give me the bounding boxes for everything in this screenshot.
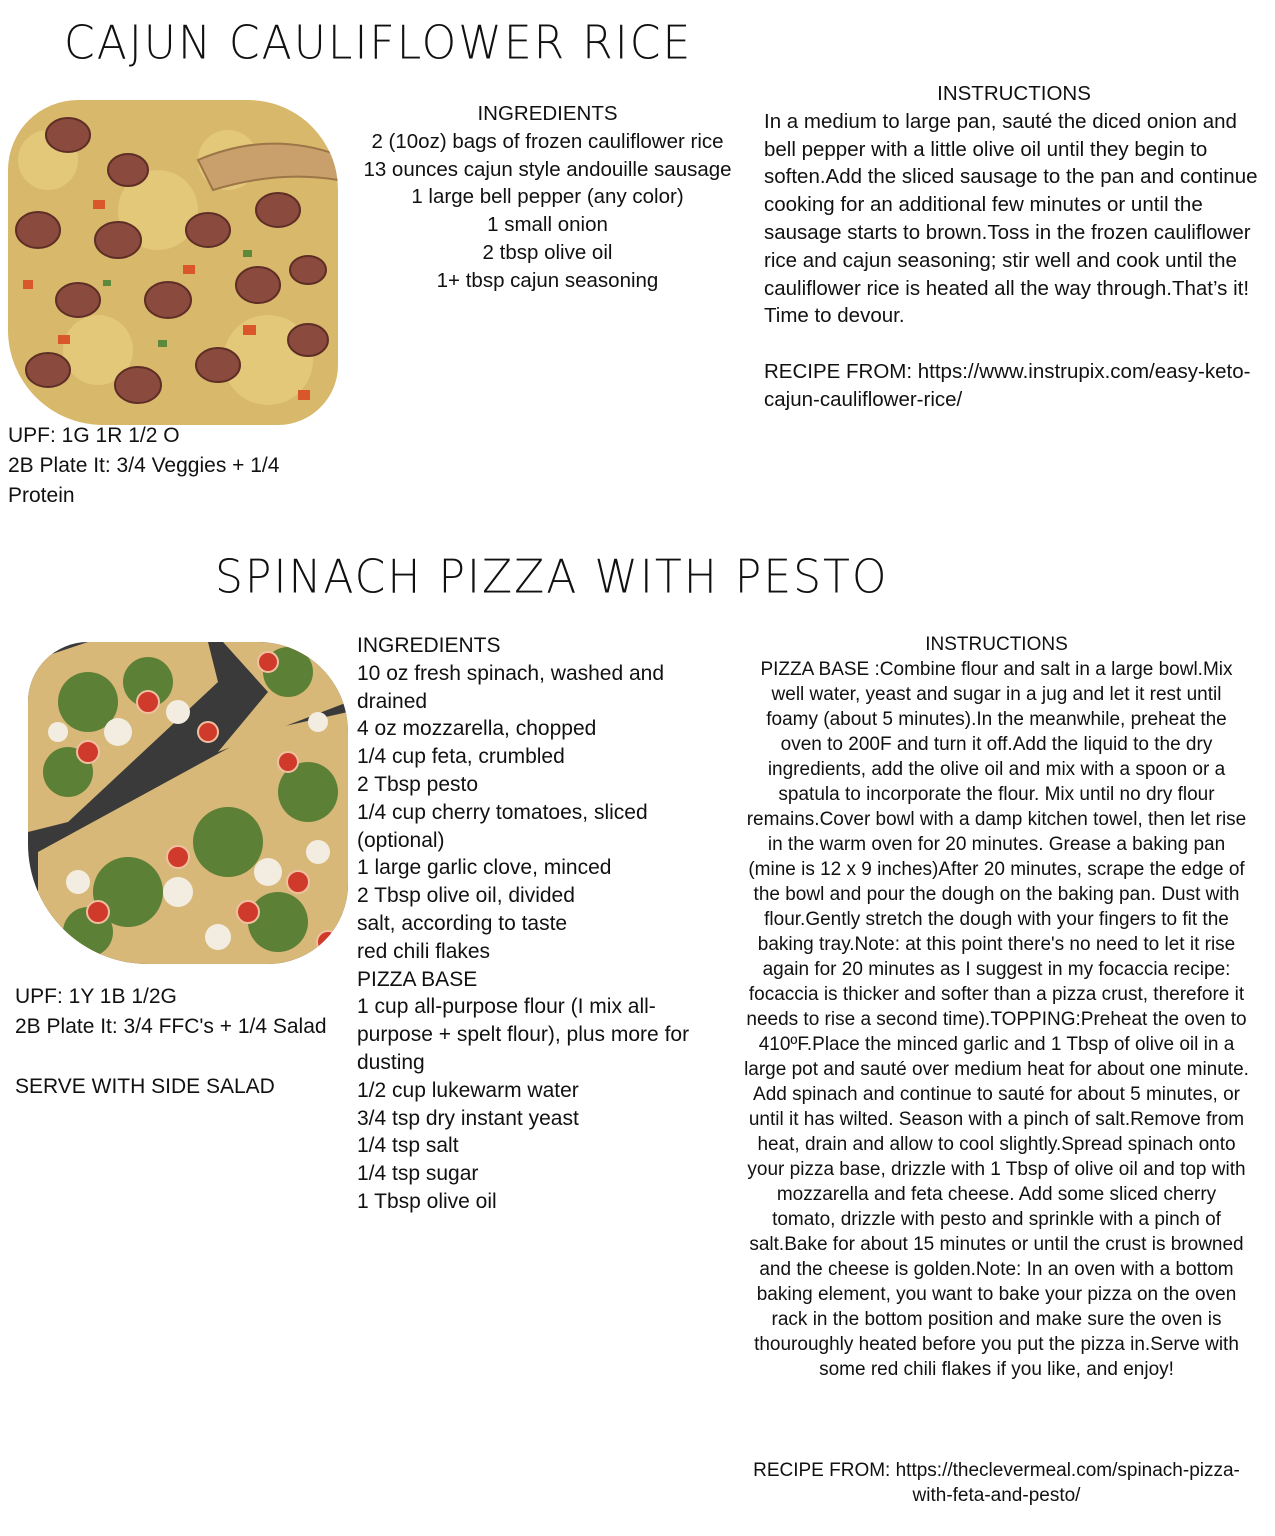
instructions-section — [764, 80, 1264, 414]
ingredients-list — [345, 100, 750, 295]
ingredient-item: 3/4 tsp dry instant yeast — [357, 1106, 579, 1130]
cauliflower-rice-photo — [8, 100, 338, 425]
plate-it-label: 2B Plate It: 3/4 FFC's + 1/4 Salad — [15, 1015, 327, 1038]
ingredient-item: 10 oz fresh spinach, washed and drained — [357, 661, 665, 713]
ingredient-item: 1+ tbsp cajun seasoning — [436, 268, 659, 292]
ingredient-item: 2 Tbsp pesto — [357, 772, 479, 796]
instructions-text: In a medium to large pan, sauté the diced onion and bell pepper with a little olive oil until they begin to soften.Add the sliced sausage to the pan and continue cooking for an additional few minutes or until the sausage starts to brown.Toss in the frozen cauliflower rice and cajun seasoning; stir well and cook until the cauliflower rice is heated all the way through.That’s it! Time to devour. — [764, 109, 1258, 328]
ingredient-item: 1 Tbsp olive oil — [357, 1189, 497, 1213]
upf-label: UPF: 1Y 1B 1/2G — [15, 985, 177, 1008]
ingredient-item: 1 large bell pepper (any color) — [411, 185, 684, 209]
recipe-title: CAJUN CAULIFLOWER RICE — [64, 16, 693, 71]
ingredient-item: 2 tbsp olive oil — [482, 240, 613, 264]
plate-it-label: 2B Plate It: 3/4 Veggies + 1/4 Protein — [8, 454, 280, 507]
ingredient-item: 1 cup all-purpose flour (I mix all-purpose + spelt flour), plus more for dusting — [357, 995, 690, 1074]
upf-label: UPF: 1G 1R 1/2 O — [8, 424, 180, 447]
ingredient-item: 1 large garlic clove, minced — [357, 856, 612, 880]
serve-note: SERVE WITH SIDE SALAD — [15, 1075, 275, 1098]
ingredient-item: 1 small onion — [487, 213, 608, 237]
ingredient-item: 1/2 cup lukewarm water — [357, 1078, 579, 1102]
ingredient-item: 2 Tbsp olive oil, divided — [357, 884, 575, 908]
ingredients-heading: INGREDIENTS — [477, 102, 618, 125]
ingredients-heading: INGREDIENTS — [357, 634, 501, 657]
recipe-title: SPINACH PIZZA WITH PESTO — [215, 550, 889, 605]
ingredient-item: 1/4 cup cherry tomatoes, sliced (optional) — [357, 800, 648, 852]
recipe-source: RECIPE FROM: https://theclevermeal.com/spinach-pizza-with-feta-and-pesto/ — [753, 1460, 1240, 1506]
spinach-pizza-photo — [28, 642, 348, 964]
ingredient-item: 13 ounces cajun style andouille sausage — [363, 157, 732, 181]
ingredient-item: red chili flakes — [357, 939, 491, 963]
ingredient-item: 4 oz mozzarella, chopped — [357, 717, 597, 741]
instructions-section — [744, 632, 1249, 1382]
plate-info — [15, 982, 345, 1102]
ingredient-item: salt, according to taste — [357, 911, 568, 935]
ingredient-item: 1/4 tsp sugar — [357, 1162, 479, 1186]
instructions-heading: INSTRUCTIONS — [925, 634, 1068, 655]
pizza-base-heading: PIZZA BASE — [357, 967, 478, 991]
instructions-heading: INSTRUCTIONS — [937, 82, 1091, 105]
recipe-source: RECIPE FROM: https://www.instrupix.com/easy-keto-cajun-cauliflower-rice/ — [764, 359, 1251, 411]
ingredients-list — [357, 632, 717, 1216]
ingredient-item: 2 (10oz) bags of frozen cauliflower rice — [371, 129, 724, 153]
ingredient-item: 1/4 tsp salt — [357, 1134, 459, 1158]
plate-info — [8, 421, 338, 511]
instructions-text: PIZZA BASE :Combine flour and salt in a large bowl.Mix well water, yeast and sugar in a jug and let it rest until foamy (about 5 minutes).In the meanwhile, preheat the oven to 200F and turn it off.Add the liquid to the dry ingredients, add the olive oil and mix with a spoon or a spatula to incorporate the flour. Mix until no dry flour remains.Cover bowl with a damp kitchen towel, then let rise in the warm oven for 20 minutes. Grease a baking pan (mine is 12 x 9 inches)After 20 minutes, scrape the edge of the bowl and pour the dough on the baking pan. Dust with flour.Gently stretch the dough with your fingers to fit the baking tray.Note: at this point there's no need to let it rise again for 20 minutes as I suggest in my focaccia recipe: focaccia is thicker and softer than a pizza crust, therefore it needs to rise a second time).TOPPING:Preheat the oven to 410ºF.Place the minced garlic and 1 Tbsp of olive oil in a large pot and sauté over medium heat for about one minute. Add spinach and continue to sauté for about 5 minutes, or until it has wilted. Season with a pinch of salt.Remove from heat, drain and allow to cool slightly.Spread spinach onto your pizza base, drizzle with 1 Tbsp of olive oil and top with mozzarella and feta cheese. Add some sliced cherry tomato, drizzle with pesto and sprinkle with a pinch of salt.Bake for about 15 minutes or until the crust is browned and the cheese is golden.Note: In an oven with a bottom baking element, you want to bake your pizza on the oven rack in the bottom position and make sure the oven is thouroughly heated before you put the pizza in.Serve with some red chili flakes if you like, and enjoy! — [744, 659, 1249, 1380]
ingredient-item: 1/4 cup feta, crumbled — [357, 745, 565, 769]
